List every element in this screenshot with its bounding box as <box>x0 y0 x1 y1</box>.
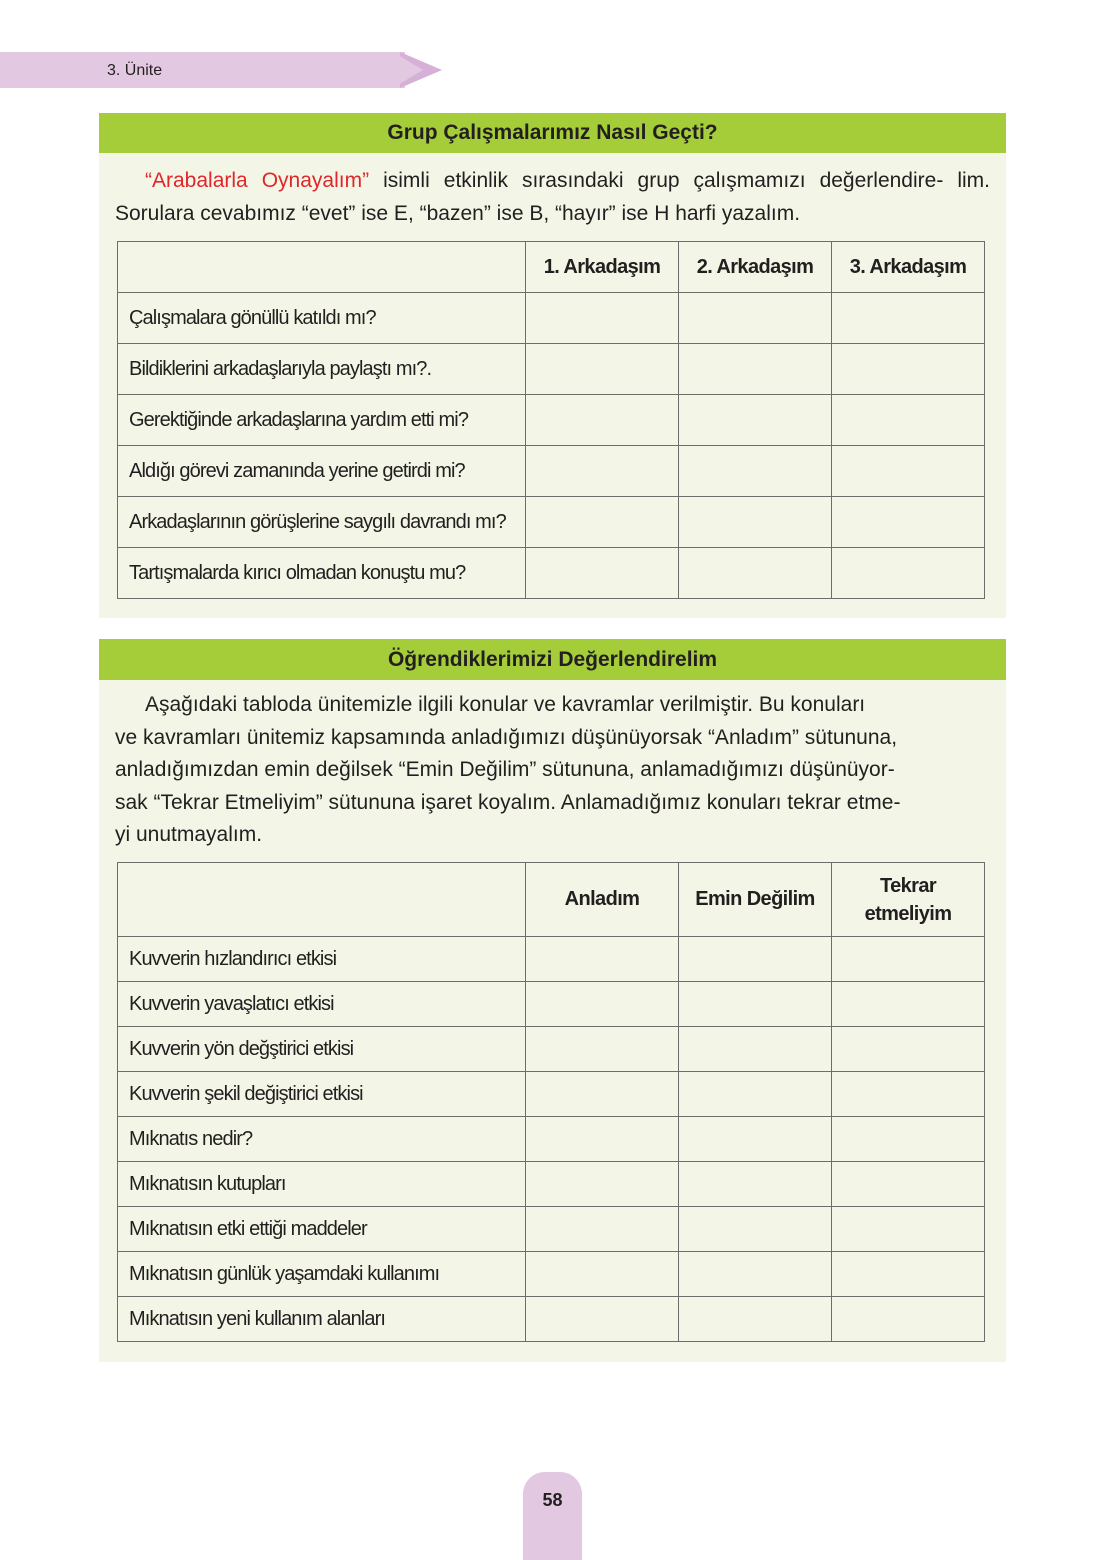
answer-cell[interactable] <box>832 446 985 497</box>
answer-cell[interactable] <box>679 446 832 497</box>
table-row <box>118 1027 985 1072</box>
mark-cell[interactable] <box>526 1072 679 1117</box>
header-not-sure: Emin Değilim <box>679 863 832 937</box>
table-row <box>118 497 985 548</box>
topic-assessment-table <box>117 862 985 1342</box>
table-row <box>118 293 985 344</box>
table-row <box>118 1207 985 1252</box>
mark-cell[interactable] <box>679 1072 832 1117</box>
answer-cell[interactable] <box>526 344 679 395</box>
table-row <box>118 1117 985 1162</box>
mark-cell[interactable] <box>832 937 985 982</box>
mark-cell[interactable] <box>526 1207 679 1252</box>
question-cell: Arkadaşlarının görüşlerine saygılı davrandı mı? <box>118 497 526 548</box>
topic-cell: Mıknatısın kutupları <box>118 1162 526 1207</box>
unit-banner-band <box>0 52 405 88</box>
header-repeat <box>832 863 985 937</box>
header-repeat-line2: etmeliyim <box>864 902 952 925</box>
section-title: Öğrendiklerimizi Değerlendirelim <box>99 639 1006 680</box>
question-cell: Bildiklerini arkadaşlarıyla paylaştı mı?. <box>118 344 526 395</box>
mark-cell[interactable] <box>679 1207 832 1252</box>
mark-cell[interactable] <box>526 1117 679 1162</box>
mark-cell[interactable] <box>526 1297 679 1342</box>
answer-cell[interactable] <box>679 548 832 599</box>
answer-cell[interactable] <box>679 293 832 344</box>
activity-name: “Arabalarla Oynayalım” <box>145 169 370 192</box>
header-understood: Anladım <box>526 863 679 937</box>
table-row <box>118 446 985 497</box>
mark-cell[interactable] <box>679 937 832 982</box>
topic-cell: Mıknatıs nedir? <box>118 1117 526 1162</box>
mark-cell[interactable] <box>832 1252 985 1297</box>
mark-cell[interactable] <box>679 1117 832 1162</box>
mark-cell[interactable] <box>679 1027 832 1072</box>
mark-cell[interactable] <box>832 1297 985 1342</box>
intro-line: anladığımızdan emin değilsek “Emin Değilim” sütununa, anlamadığımızı düşünüyor- <box>115 758 895 781</box>
answer-cell[interactable] <box>832 548 985 599</box>
section-intro <box>99 153 1006 230</box>
answer-cell[interactable] <box>526 497 679 548</box>
topic-cell: Mıknatısın günlük yaşamdaki kullanımı <box>118 1252 526 1297</box>
answer-cell[interactable] <box>679 395 832 446</box>
table-row <box>118 1162 985 1207</box>
answer-cell[interactable] <box>526 446 679 497</box>
mark-cell[interactable] <box>832 1072 985 1117</box>
intro-text: isimli etkinlik sırasındaki grup çalışmamızı değerlendire- <box>369 169 944 192</box>
topic-cell: Mıknatısın yeni kullanım alanları <box>118 1297 526 1342</box>
header-repeat-line1: Tekrar <box>879 874 937 897</box>
answer-cell[interactable] <box>832 497 985 548</box>
mark-cell[interactable] <box>832 982 985 1027</box>
mark-cell[interactable] <box>679 1297 832 1342</box>
topic-cell: Kuvverin yavaşlatıcı etkisi <box>118 982 526 1027</box>
table-row <box>118 1252 985 1297</box>
unit-banner <box>0 52 442 88</box>
group-work-section <box>99 113 1006 618</box>
self-assessment-section <box>99 639 1006 1362</box>
topic-cell: Mıknatısın etki ettiği maddeler <box>118 1207 526 1252</box>
table-header-row <box>118 863 985 937</box>
header-friend-1: 1. Arkadaşım <box>526 242 679 293</box>
header-friend-2: 2. Arkadaşım <box>679 242 832 293</box>
header-friend-3: 3. Arkadaşım <box>832 242 985 293</box>
table-row <box>118 395 985 446</box>
mark-cell[interactable] <box>832 1162 985 1207</box>
answer-cell[interactable] <box>526 395 679 446</box>
topic-cell: Kuvverin yön değştirici etkisi <box>118 1027 526 1072</box>
answer-cell[interactable] <box>526 293 679 344</box>
unit-label: 3. Ünite <box>107 62 163 79</box>
arrow-right-inner-icon <box>393 52 423 88</box>
mark-cell[interactable] <box>679 1162 832 1207</box>
section-intro <box>99 680 1006 852</box>
answer-cell[interactable] <box>679 344 832 395</box>
question-cell: Gerektiğinde arkadaşlarına yardım etti mi? <box>118 395 526 446</box>
header-blank <box>118 863 526 937</box>
peer-evaluation-table <box>117 241 985 599</box>
mark-cell[interactable] <box>526 937 679 982</box>
table-row <box>118 937 985 982</box>
topic-cell: Kuvverin şekil değiştirici etkisi <box>118 1072 526 1117</box>
table-row <box>118 344 985 395</box>
mark-cell[interactable] <box>526 1027 679 1072</box>
intro-text-2: lim. Sorulara cevabımız “evet” ise E, “bazen” ise B, “hayır” ise H harfi yazalım. <box>115 169 991 225</box>
topic-cell: Kuvverin hızlandırıcı etkisi <box>118 937 526 982</box>
intro-line: yi unutmayalım. <box>115 823 263 846</box>
intro-line: ve kavramları ünitemiz kapsamında anladığımızı düşünüyorsak “Anladım” sütununa, <box>115 725 898 749</box>
mark-cell[interactable] <box>526 1162 679 1207</box>
mark-cell[interactable] <box>526 982 679 1027</box>
answer-cell[interactable] <box>832 344 985 395</box>
page-number: 58 <box>542 1490 563 1510</box>
intro-line: Aşağıdaki tabloda ünitemizle ilgili konular ve kavramlar verilmiştir. Bu konuları <box>145 693 866 716</box>
question-cell: Aldığı görevi zamanında yerine getirdi mi? <box>118 446 526 497</box>
mark-cell[interactable] <box>679 1252 832 1297</box>
table-row <box>118 982 985 1027</box>
question-cell: Tartışmalarda kırıcı olmadan konuştu mu? <box>118 548 526 599</box>
mark-cell[interactable] <box>832 1027 985 1072</box>
mark-cell[interactable] <box>679 982 832 1027</box>
answer-cell[interactable] <box>832 395 985 446</box>
mark-cell[interactable] <box>526 1252 679 1297</box>
answer-cell[interactable] <box>526 548 679 599</box>
section-title: Grup Çalışmalarımız Nasıl Geçti? <box>99 113 1006 153</box>
answer-cell[interactable] <box>679 497 832 548</box>
table-row <box>118 1297 985 1342</box>
answer-cell[interactable] <box>832 293 985 344</box>
table-row <box>118 1072 985 1117</box>
table-row <box>118 548 985 599</box>
mark-cell[interactable] <box>832 1207 985 1252</box>
mark-cell[interactable] <box>832 1117 985 1162</box>
header-blank <box>118 242 526 293</box>
question-cell: Çalışmalara gönüllü katıldı mı? <box>118 293 526 344</box>
intro-line: sak “Tekrar Etmeliyim” sütununa işaret koyalım. Anlamadığımız konuları tekrar etme- <box>115 790 901 814</box>
table-header-row <box>118 242 985 293</box>
page-number-tab <box>523 1472 582 1560</box>
